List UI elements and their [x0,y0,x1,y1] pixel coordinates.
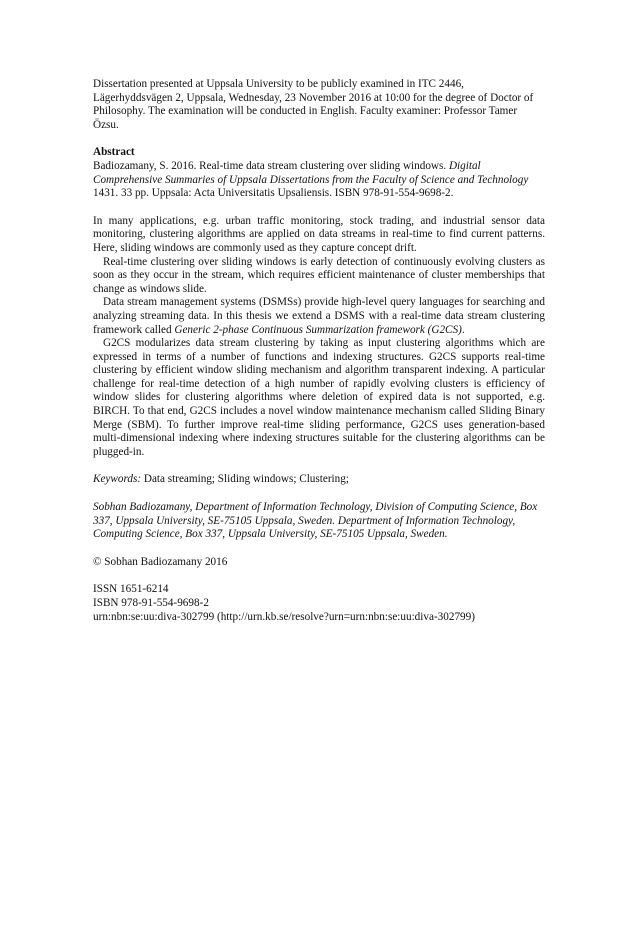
abstract-citation [93,160,545,201]
keywords [93,473,545,487]
author-affiliation: Sobhan Badiozamany, Department of Information Technology, Division of Computing Science, Box 337, Uppsala University, SE-75105 Uppsala, Sweden. Department of Information Technology, Computing Science, Box 337, Uppsala University, SE-75105 Uppsala, Sweden. [93,501,538,541]
citation-text: Badiozamany, S. 2016. Real-time data stream clustering over sliding windows. [93,159,449,172]
citation-details: 1431. 33 pp. Uppsala: Acta Universitatis Upsaliensis. ISBN 978-91-554-9698-2. [93,187,454,200]
keywords-label: Keywords: [93,473,142,486]
dissertation-preface: Dissertation presented at Uppsala University to be publicly examined in ITC 2446, Lägerhyddsvägen 2, Uppsala, Wednesday, 23 November 2016 at 10:00 for the degree of Doctor of Philosophy. The examination will be conducted in English. Faculty examiner: Professor Tamer Özsu. [93,78,534,131]
abstract-paragraph-1: In many applications, e.g. urban traffic monitoring, stock trading, and industrial sensor data monitoring, clustering algorithms are applied on data streams in real-time to find current patterns. Here, sliding windows are commonly used as they capture concept drift. [93,214,545,254]
abstract-paragraph-4: G2CS modularizes data stream clustering by taking as input clustering algorithms which are expressed in terms of a number of functions and indexing structures. G2CS supports real-time clustering by efficient window sliding mechanism and algorithm transparent indexing. A particular challenge for real-time detection of a high number of rapidly evolving clusters is efficiency of window slides for clustering algorithms where deletion of expired data is not supported, e.g. BIRCH. To that end, G2CS includes a novel window maintenance mechanism called Sliding Binary Merge (SBM). To further improve real-time sliding performance, G2CS uses generation-based multi-dimensional indexing where indexing structures suitable for the clustering algorithms can be plugged-in. [93,337,545,458]
keywords-value: Data streaming; Sliding windows; Clustering; [141,473,349,486]
paragraph-3-text: Data stream management systems (DSMSs) provide high-level query languages for searching and analyzing streaming data. In this thesis we extend a DSMS with a real-time data stream clustering framework called [93,296,545,336]
isbn: ISBN 978-91-554-9698-2 [93,597,209,609]
g2cs-framework-name: Generic 2-phase Continuous Summarization framework (G2CS) [174,323,462,336]
abstract-page-content [93,78,545,624]
citation-series: Digital Comprehensive Summaries of Uppsala Dissertations from the Faculty of Science and Technology [93,159,529,186]
urn: urn:nbn:se:uu:diva-302799 (http://urn.kb.se/resolve?urn=urn:nbn:se:uu:diva-302799) [93,610,475,623]
abstract-paragraph-3 [93,296,545,337]
copyright-notice: © Sobhan Badiozamany 2016 [93,555,228,568]
paragraph-3-end: . [461,323,465,336]
abstract-paragraph-2: Real-time clustering over sliding windows is early detection of continuously evolving clusters as soon as they occur in the stream, which requires efficient maintenance of cluster memberships that change as windows slide. [93,255,545,295]
abstract-heading: Abstract [93,146,135,159]
issn: ISSN 1651-6214 [93,583,169,596]
